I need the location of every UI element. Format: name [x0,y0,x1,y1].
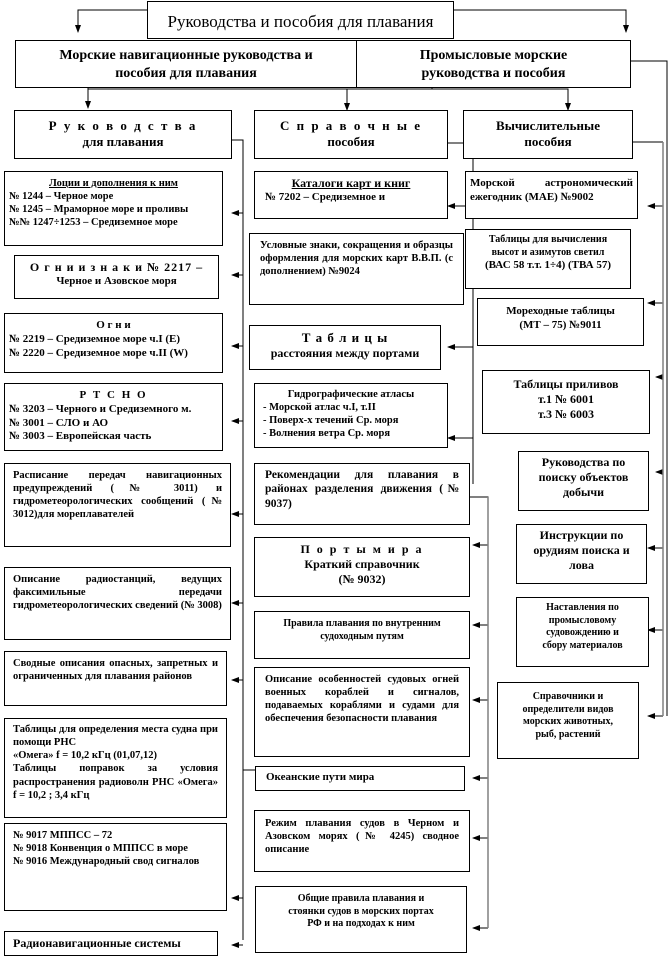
item-line: (ВАС 58 т.т. 1÷4) (ТВА 57) [484,259,611,271]
item-line: Таблицы приливов [513,377,619,391]
item-broadcast-schedule [4,463,231,547]
item-line: Руководства по [541,455,626,469]
category-computational [463,110,633,159]
item-altitude-tables [465,229,631,289]
item-line: Мореходные таблицы [506,305,615,317]
item-radio-stations [4,567,231,640]
item-line: - Морской атлас ч.I, т.II [263,402,376,414]
item-line: РФ и на подходах к ним [307,918,415,929]
item-line: т.3 № 6003 [537,407,595,421]
item-line: Общие правила плавания и [297,893,425,904]
category-reference-title: С п р а в о ч н ы е [279,118,423,133]
item-text: Описание особенностей судовых огней военных кораблей и сигналов, подаваемых кораблями и судами для обеспечения безопасности плавания [265,674,459,725]
item-dangerous-areas [4,651,227,706]
item-line: стоянки судов в морских портах [288,905,434,917]
item-lights-and-signs [14,255,219,299]
item-line: сбору материалов [542,639,623,651]
item-colregs [4,823,227,911]
item-line: определители видов [522,703,614,715]
item-line: № 1244 – Черное море [9,191,114,203]
item-line: «Омега» f = 10,2 кГц (01,07,12) [13,750,158,762]
group-fishing-label: Промысловые морские руководства и пособия [419,48,568,81]
item-radionav-systems [4,931,218,956]
item-line: судовождению и [546,627,619,638]
item-sailing-directions [4,171,223,246]
item-ocean-routes [255,766,465,791]
item-line: рыб, растений [535,728,601,740]
item-heading: Каталоги карт и книг [291,176,411,190]
item-hydro-atlases [254,383,448,448]
item-catalogs [254,171,448,219]
item-line: высот и азимутов светил [491,246,605,258]
item-traffic-separation [254,463,470,525]
group-fishing [356,40,631,88]
title-box [147,1,454,39]
item-rtsno [4,383,223,451]
category-computational-title: Вычислительные [496,118,600,133]
item-text: Правила плавания по внутренним судоходным путям [283,618,441,642]
item-text: Сводные описания опасных, запретных и ограниченных для плавания районов [13,658,218,683]
item-text: Расписание передач навигационных предупреждений (№ 3011) и гидрометеорологических сообщений (№ 3012)для мореплавателей [13,470,222,521]
item-line: № 3001 – СЛО и АО [9,416,109,429]
item-warship-lights [254,667,470,757]
item-line: орудиям поиска и [533,543,630,557]
item-heading: Гидрографические атласы [287,389,415,400]
item-line: №№ 1247÷1253 – Средиземное море [9,217,178,229]
category-reference-subtitle: пособия [327,134,375,150]
item-line: добычи [562,485,605,499]
item-heading: О г н и [96,319,131,331]
item-line: № 3203 – Черного и Средиземного м. [9,402,192,415]
item-text: Рекомендации для плавания в районах разделения движения (№ 9037) [265,469,459,510]
item-species-guides [497,682,639,759]
title-text: Руководства и пособия для плавания [167,12,434,31]
item-fishing-navigation-manual [516,597,649,667]
category-computational-subtitle: пособия [524,134,572,150]
category-guides-title: Р у к о в о д с т в а [48,118,198,133]
category-reference [254,110,448,159]
item-omega-tables [4,718,227,818]
item-line: Таблицы поправок за условия распространения радиоволн РНС «Омега» f = 10,2 ; 3,4 кГц [13,763,218,801]
item-line: Таблицы для определения места судна при помощи РНС [13,724,218,749]
item-fishing-gear-instructions [516,524,647,584]
item-heading: О г н и и з н а к и № 2217 – [29,260,204,274]
item-heading: П о р т ы м и р а [300,542,424,556]
category-guides [14,110,232,159]
item-line: № 2220 – Средиземное море ч.II (W) [9,346,188,359]
item-line: Справочники и [532,691,604,702]
group-navigational [15,40,357,88]
item-line: № 9017 МППСС – 72 [13,830,113,841]
item-line: поиску объектов [538,470,629,484]
item-line: морских животных, [523,716,613,727]
item-line: № 7202 – Средиземное и [265,191,386,203]
item-line: лова [569,558,594,572]
item-text: Режим плавания судов в Черном и Азовском морях (№ 4245) сводное описание [265,818,459,856]
item-text: Морской астрономический ежегодник (МАЕ) №9002 [470,177,633,203]
item-line: т.1 № 6001 [537,392,595,406]
item-line: Таблицы для вычисления [488,234,608,245]
item-chart-symbols [249,233,464,305]
item-nautical-almanac [465,171,638,219]
item-black-azov-regime [254,810,470,872]
item-line: № 9016 Международный свод сигналов [13,856,200,868]
category-guides-subtitle: для плавания [82,134,164,150]
item-line: Краткий справочник [304,557,420,571]
item-line: (МТ – 75) №9011 [519,318,602,331]
item-line: (№ 9032) [338,572,386,586]
item-heading: Р Т С Н О [79,389,148,401]
item-text: Условные знаки, сокращения и образцы оформления для морских карт В.В.П. (с дополнением) №9024 [260,240,453,278]
item-text: Океанские пути мира [266,771,375,783]
item-line: № 2219 – Средиземное море ч.I (E) [9,332,181,345]
item-heading: Т а б л и ц ы [301,330,389,345]
item-tide-tables [482,370,650,434]
item-line: Инструкции по [539,528,624,542]
item-line: промысловому [548,614,617,626]
item-nautical-tables [477,298,644,346]
item-line: расстояния между портами [270,346,420,361]
item-line: Наставления по [546,602,619,613]
item-line: № 3003 – Европейская часть [9,430,152,443]
item-distance-tables [249,325,441,370]
item-line: Черное и Азовское моря [56,275,177,287]
item-search-guides [518,451,649,511]
item-heading: Лоции и дополнения к ним [49,178,178,189]
group-navigational-label: Морские навигационные руководства и пособия для плавания [59,48,313,81]
item-line: № 9018 Конвенция о МППСС в море [13,843,188,855]
item-port-rules [255,886,467,953]
item-line: № 1245 – Мраморное море и проливы [9,204,189,216]
item-lights [4,313,223,373]
item-line: - Поверх-х течений Ср. моря [263,415,399,427]
item-text: Радионавигационные системы [13,936,181,950]
item-inland-waterways [254,611,470,659]
item-text: Описание радиостанций, ведущих факсимильные передачи гидрометеорологических сведений (№ 3008) [13,574,222,612]
item-ports-of-world [254,537,470,597]
item-line: - Волнения ветра Ср. моря [263,428,391,440]
